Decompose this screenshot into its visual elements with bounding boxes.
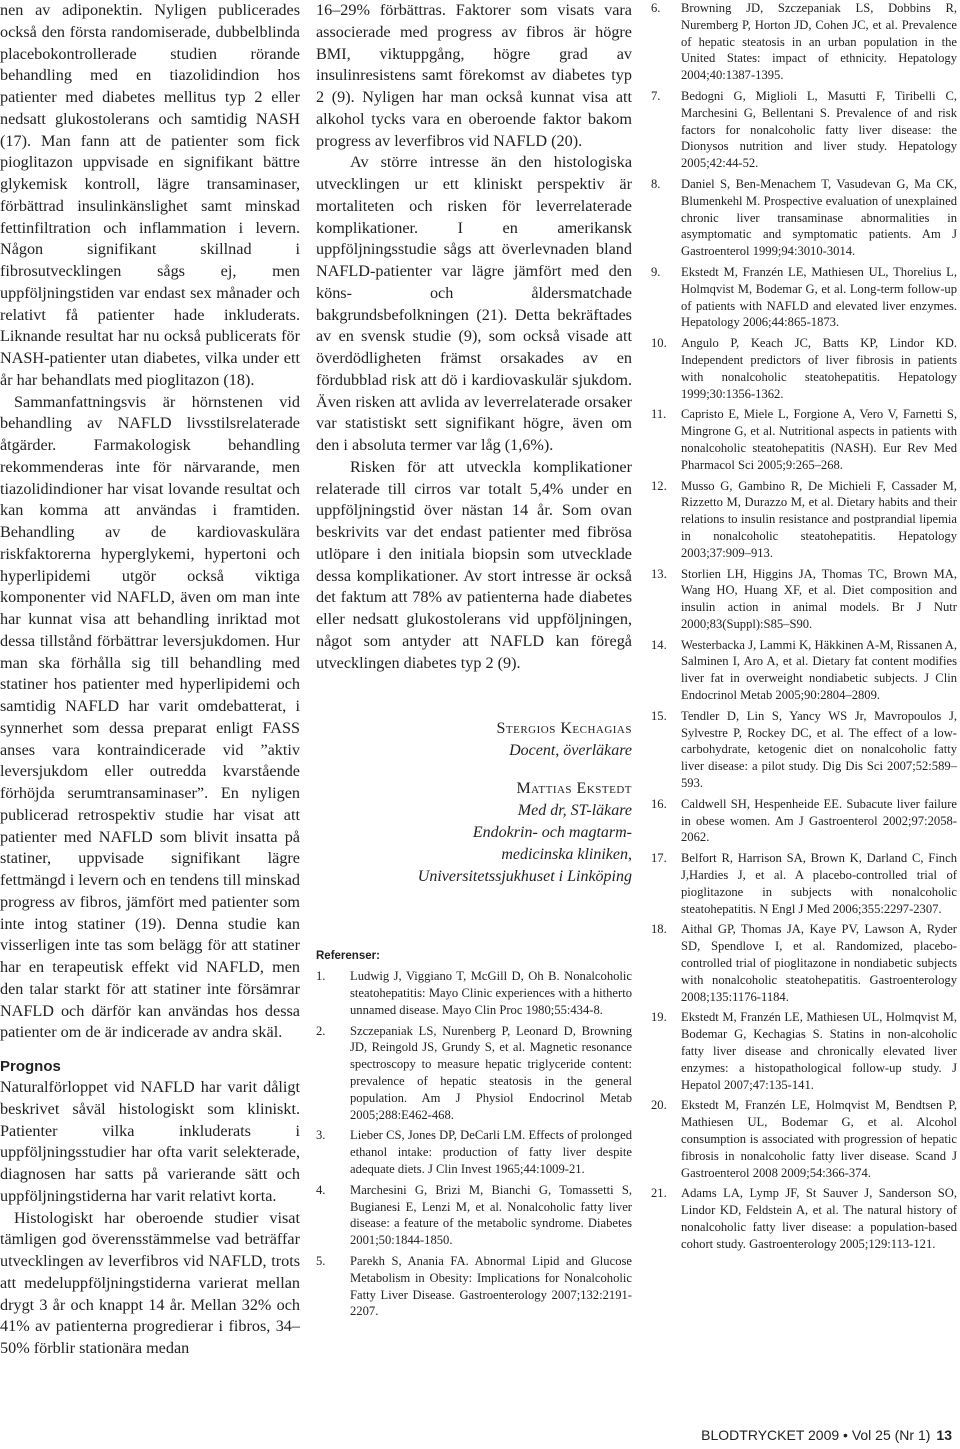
reference-text: Marchesini G, Brizi M, Bianchi G, Tomassetti S, Bugianesi E, Lenzi M, et al. Nonalcoholic fatty liver disease: a feature of the metabolic syndrome. Diabetes 2001;50:1844-1850. [350,1182,632,1248]
column-right [651,0,957,1257]
reference-text: Ekstedt M, Franzén LE, Mathiesen UL, Holmqvist M, Bodemar G, Kechagias S. Statins in non-alcoholic fatty liver disease and chronically elevated liver enzymes: a histopathological follow-up study. J Hepatol 2007;47:135-141. [681,1010,957,1092]
author-name: Stergios Kechagias [496,720,632,738]
reference-number: 5. [316,1254,326,1268]
reference-number: 2. [316,1023,326,1038]
body-paragraph: nen av adiponektin. Nyligen publicerades också den första randomiserade, dubbelblinda placebokontrollerade studien rörande behandling med en tiazolidindion hos patienter med diabetes mellitus typ 2 eller nedsatt glukostolerans och samtidig NASH (17). Man fann att de patienter som fick pioglitazon uppvisade en signifikant bättre glykemisk kontroll, lägre transaminaser, förbättrad insulinkänslighet samt minskad fettinfiltration och inflammation i levern. Någon signifikant skillnad i fibrosutvecklingen sågs ej, men uppföljningstiden var endast sex månader och relativt få patienter hade inkluderats. Liknande resultat har nu också publicerats för NASH-patienter utan diabetes, vilka under ett år har behandlats med pioglitazon (18). [0,1,300,389]
body-paragraph: Naturalförloppet vid NAFLD har varit dåligt beskrivet såväl histologiskt som kliniskt. Patienter vilka inkluderats i uppföljningsstudier har ofta varit selekterade, diagnosen har satts på varierande sätt och uppföljningstiderna har varit relativt korta. [0,1078,300,1205]
reference-item [651,88,957,172]
author-title: Med dr, ST-läkare [517,802,632,820]
reference-text: Belfort R, Harrison SA, Brown K, Darland C, Finch J,Hardies J, et al. A placebo-controlled trial of pioglitazone in subjects with nonalcoholic steatohepatitis. N Engl J Med 2006;355:2297-2307. [681,851,957,916]
reference-number: 15. [651,708,667,723]
reference-number: 11. [651,407,667,422]
page-number: 13 [936,1427,952,1443]
body-paragraph: Av större intresse än den histologiska utvecklingen ur ett kliniskt perspektiv är mortaliteten och risken för leverrelaterade komplikationer. I en amerikansk uppföljningsstudie sågs att överlevnaden bland NAFLD-patienter var lägre jämfört med den köns- och åldersmatchade bakgrundsbefolkningen (21). Detta bekräftades av en svensk studie (9), som också visade att överdödligheten främst orsakades av en fördubblad risk att dö i kardiovaskulär sjukdom. Även risken att avlida av leverrelaterade orsaker var statistiskt sett signifikant högre, även om den i absoluta termer var låg (1,6%). [316,153,632,454]
page-footer [701,1427,952,1443]
reference-text: Daniel S, Ben-Menachem T, Vasudevan G, Ma CK, Blumenkehl M. Prospective evaluation of unexplained chronic liver transaminase abnormalities in asymptomatic and symptomatic patients. Am J Gastroenterol 1999;94:3010-3014. [681,176,957,259]
reference-number: 12. [651,478,667,493]
reference-text: Westerbacka J, Lammi K, Häkkinen A-M, Rissanen A, Salminen I, Aro A, et al. Dietary fat content modifies liver fat in overweight nondiabetic subjects. J Clin Endocrinol Metab 2005;90:2804–2809. [681,637,957,703]
reference-item [651,1009,957,1093]
reference-number: 10. [651,336,667,351]
reference-item [651,0,957,84]
column-middle [316,0,632,1324]
reference-number: 14. [651,637,667,652]
reference-number: 7. [651,88,661,103]
reference-number: 18. [651,922,667,937]
author-title: Docent, överläkare [509,742,632,760]
reference-text: Adams LA, Lymp JF, St Sauver J, Sanderson SO, Lindor KD, Feldstein A, et al. The natural history of nonalcoholic fatty liver disease: a population-based cohort study. Gastroenterology 2005;129:113-121. [681,1186,957,1251]
reference-list [651,0,957,1253]
body-paragraph: 16–29% förbättras. Faktorer som visats vara associerade med progress av fibros är högre BMI, viktuppgång, högre grad av insulinresistens samt förekomst av diabetes typ 2 (9). Nyligen har man också kunnat visa att alkohol tycks vara en oberoende faktor bakom progress av leverfibros vid NAFLD (20). [316,1,632,150]
reference-item [651,708,957,792]
body-paragraph: Risken för att utveckla komplikationer relaterade till cirros var totalt 5,4% under en uppföljningstid över nästan 14 år. Som ovan beskrivits var det endast patienter med fibrösa utlöpare i den initiala biopsin som utvecklade dessa komplikationer. Av stort intresse är också det faktum att 78% av patienterna hade diabetes eller nedsatt glukostolerans vid uppföljningen, något som antyder att NAFLD kan föregå utvecklingen diabetes typ 2 (9). [316,457,632,672]
reference-number: 9. [651,264,661,279]
reference-number: 21. [651,1186,667,1201]
author-signature [316,718,632,888]
journal-issue: BLODTRYCKET 2009 • Vol 25 (Nr 1) [701,1427,931,1443]
reference-number: 13. [651,566,667,581]
reference-item [316,1127,632,1177]
reference-item [316,1253,632,1320]
body-paragraph: Histologiskt har oberoende studier visat tämligen god överensstämmelse vad beträffar utvecklingen av leverfibros vid NAFLD, trots att medeluppföljningstiderna varierat mellan drygt 3 år och knappt 14 år. Mellan 32% och 41% av patienterna progredierar i fibros, 34–50% förblir stationära medan [0,1208,300,1357]
reference-item [651,478,957,562]
reference-text: Szczepaniak LS, Nurenberg P, Leonard D, Browning JD, Reingold JS, Grundy S, et al. Magnetic resonance spectroscopy to measure hepatic triglyceride content: prevalence of hepatic steatosis in the general population. Am J Physiol Endocrinol Metab 2005;288:E462-468. [350,1023,632,1122]
reference-item [651,406,957,473]
reference-number: 17. [651,851,667,866]
reference-number: 4. [316,1182,326,1197]
reference-text: Ludwig J, Viggiano T, McGill D, Oh B. Nonalcoholic steatohepatitis: Mayo Clinic experiences with a hitherto unnamed disease. Mayo Clin Proc 1980;55:434-8. [350,969,632,1017]
reference-number: 3. [316,1128,326,1143]
reference-number: 8. [651,176,661,191]
reference-item [651,850,957,917]
reference-text: Parekh S, Anania FA. Abnormal Lipid and Glucose Metabolism in Obesity: Implications for Nonalcoholic Fatty Liver Disease. Gastroenterology 2007;132:2191-2207. [350,1254,632,1319]
reference-number: 19. [651,1010,667,1025]
reference-text: Browning JD, Szczepaniak LS, Dobbins R, Nuremberg P, Horton JD, Cohen JC, et al. Prevalence of hepatic steatosis in an urban population in the United States: impact of ethnicity. Hepatology 2004;40:1387-1395. [681,1,957,83]
body-paragraph: Sammanfattningsvis är hörnstenen vid behandling av NAFLD livsstilsrelaterade åtgärder. Farmakologisk behandling rekommenderas inte för närvarande, men tiazolidindioner har visat lovande resultat och kan komma att användas i framtiden. Behandling av de kardiovaskulära riskfaktorerna hyperglykemi, hypertoni och hyperlipidemi utgör också viktiga komponenter vid NAFLD, även om man inte har kunnat visa att behandling inriktad mot dessa tillstånd förbättrar leversjukdomen. Hur man ska förhålla sig till behandling med statiner hos patienter med hyperlipidemi och samtidig NAFLD har varit omdebatterat, i synnerhet som dessa preparat enligt FASS anses vara kontraindicerade vid ”aktiv leversjukdom eller outredda kvarstående förhöjda serumtransaminaser”. En nyligen publicerad retrospektiv studie har visat att patienter med NAFLD som blivit insatta på statiner, uppvisade signifikant lägre fettmängd i levern och en tendens till minskad progress av fibros, jämfört med patienter som inte intog statiner (19). Denna studie kan visserligen inte tas som belägg för att statiner har en terapeutisk effekt vid NAFLD, men den talar starkt för att statiner inte försämrar NAFLD och därför kan användas hos dessa patienter om de är indicerade av andra skäl. [0,392,300,1042]
author-affiliation: Endokrin- och magtarm- [472,824,632,842]
reference-item [316,1023,632,1124]
reference-text: Lieber CS, Jones DP, DeCarli LM. Effects of prolonged ethanol intake: production of fatty liver despite adequate diets. J Clin Invest 1965;44:1009-21. [350,1128,632,1177]
reference-item [316,968,632,1018]
reference-number: 16. [651,796,667,811]
column-left [0,0,300,1360]
reference-text: Aithal GP, Thomas JA, Kaye PV, Lawson A, Ryder SD, Spendlove I, et al. Randomized, placebo-controlled trial of pioglitazone in nondiabetic subjects with nonalcoholic steatohepatitis. Gastroenterology 2008;135:1176-1184. [681,922,957,1004]
author-affiliation: medicinska kliniken, [501,846,632,864]
reference-text: Ekstedt M, Franzén LE, Mathiesen UL, Thorelius L, Holmqvist M, Bodemar G, et al. Long-term follow-up of patients with NAFLD and elevated liver enzymes. Hepatology 2006;44:865-1873. [681,264,957,330]
reference-item [651,796,957,846]
reference-text: Tendler D, Lin S, Yancy WS Jr, Mavropoulos J, Sylvestre P, Rockey DC, et al. The effect of a low-carbohydrate, ketogenic diet on nonalcoholic fatty liver disease: a pilot study. Dig Dis Sci 2007;52:589–593. [681,708,957,791]
references-heading: Referenser: [316,950,380,963]
reference-item [651,264,957,331]
reference-text: Angulo P, Keach JC, Batts KP, Lindor KD. Independent predictors of liver fibrosis in patients with nonalcoholic steatohepatitis. Hepatology 1999;30:1356-1362. [681,336,957,401]
reference-text: Storlien LH, Higgins JA, Thomas TC, Brown MA, Wang HO, Huang XF, et al. Diet composition and insulin action in animal models. Br J Nutr 2000;83(Suppl):S85–S90. [681,566,957,631]
reference-item [651,335,957,402]
reference-text: Capristo E, Miele L, Forgione A, Vero V, Farnetti S, Mingrone G, et al. Nutritional aspects in patients with nonalcoholic steatohepatitis (NASH). Eur Rev Med Pharmacol Sci 2005;9:265–268. [681,407,957,472]
reference-item [651,176,957,260]
author-name: Mattias Ekstedt [516,780,632,798]
reference-list [316,968,632,1320]
reference-item [651,921,957,1005]
author-affiliation: Universitetssjukhuset i Linköping [417,868,632,886]
reference-item [651,1185,957,1252]
reference-item [316,1182,632,1249]
reference-text: Musso G, Gambino R, De Michieli F, Cassader M, Rizzetto M, Durazzo M, et al. Dietary habits and their relations to insulin resistance and postprandial lipemia in nonalcoholic steatohepatitis. Hepatology 2003;37:909–913. [681,478,957,560]
section-heading-prognos: Prognos [0,1058,61,1075]
reference-number: 20. [651,1098,667,1113]
reference-number: 6. [651,1,661,15]
reference-item [651,566,957,633]
reference-item [651,637,957,704]
reference-text: Caldwell SH, Hespenheide EE. Subacute liver failure in obese women. Am J Gastroenterol 2002;97:2058-2062. [681,796,957,845]
reference-number: 1. [316,969,326,984]
reference-item [651,1097,957,1181]
reference-text: Ekstedt M, Franzén LE, Holmqvist M, Bendtsen P, Mathiesen UL, Bodemar G, et al. Alcohol consumption is associated with progression of hepatic fibrosis in nonalcoholic fatty liver disease. Scand J Gastroenterol 2008 2009;54:366-374. [681,1098,957,1180]
reference-text: Bedogni G, Miglioli L, Masutti F, Tiribelli C, Marchesini G, Bellentani S. Prevalence of and risk factors for nonalcoholic fatty liver disease: the Dionysos nutrition and liver study. Hepatology 2005;42:44-52. [681,88,957,171]
